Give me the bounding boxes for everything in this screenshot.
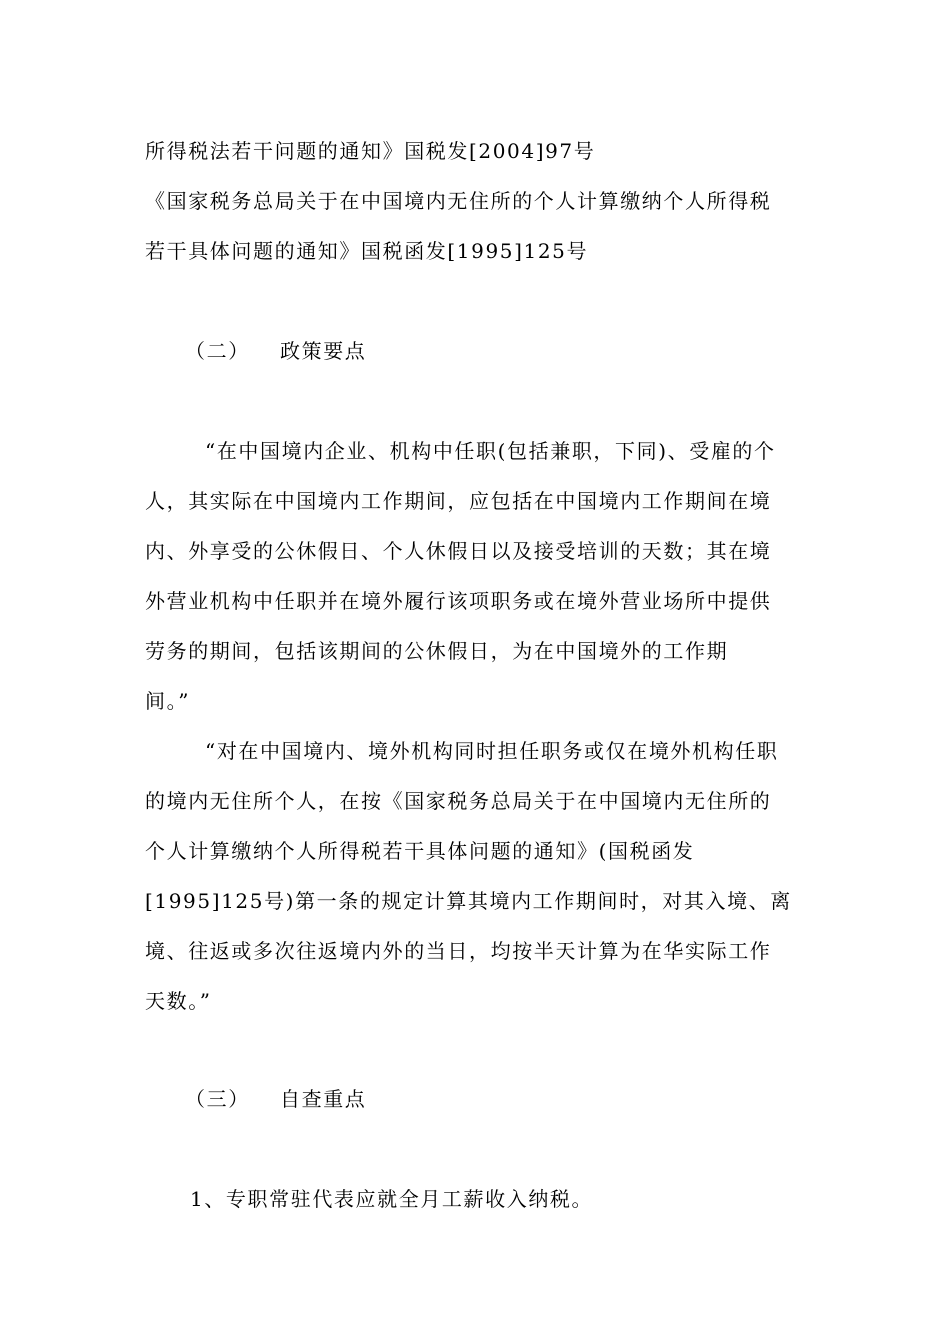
quote2-line-3: 个人计算缴纳个人所得税若干具体问题的通知》(国税函发 <box>145 839 695 863</box>
section-title: 政策要点 <box>280 339 367 363</box>
section-number: （三） <box>185 1087 250 1111</box>
section-heading-3 <box>185 1087 366 1111</box>
quote1-line-4: 外营业机构中任职并在境外履行该项职务或在境外营业场所中提供 <box>145 589 772 613</box>
section-number: （二） <box>185 339 250 363</box>
section-title: 自查重点 <box>280 1087 367 1111</box>
reference-line-3: 若干具体问题的通知》国税函发[1995]125号 <box>145 239 589 263</box>
section-heading-2 <box>185 339 366 363</box>
reference-line-2: 《国家税务总局关于在中国境内无住所的个人计算缴纳个人所得税 <box>145 189 772 213</box>
quote2-line-2: 的境内无住所个人，在按《国家税务总局关于在中国境内无住所的 <box>145 789 772 813</box>
quote1-line-6: 间。” <box>145 689 191 713</box>
quote2-line-4: [1995]125号)第一条的规定计算其境内工作期间时，对其入境、离 <box>145 889 792 913</box>
quote1-line-5: 劳务的期间，包括该期间的公休假日，为在中国境外的工作期 <box>145 639 729 663</box>
quote2-line-6: 天数。” <box>145 989 212 1013</box>
quote2-line-5: 境、往返或多次往返境内外的当日，均按半天计算为在华实际工作 <box>145 939 772 963</box>
quote1-line-3: 内、外享受的公休假日、个人休假日以及接受培训的天数；其在境 <box>145 539 772 563</box>
quote1-line-2: 人，其实际在中国境内工作期间，应包括在中国境内工作期间在境 <box>145 489 772 513</box>
reference-line-1: 所得税法若干问题的通知》国税发[2004]97号 <box>145 139 596 163</box>
quote1-line-1: “在中国境内企业、机构中任职(包括兼职，下同)、受雇的个 <box>205 439 776 463</box>
quote2-line-1: “对在中国境内、境外机构同时担任职务或仅在境外机构任职 <box>205 739 779 763</box>
list-item-1: 1、专职常驻代表应就全月工薪收入纳税。 <box>190 1187 594 1211</box>
